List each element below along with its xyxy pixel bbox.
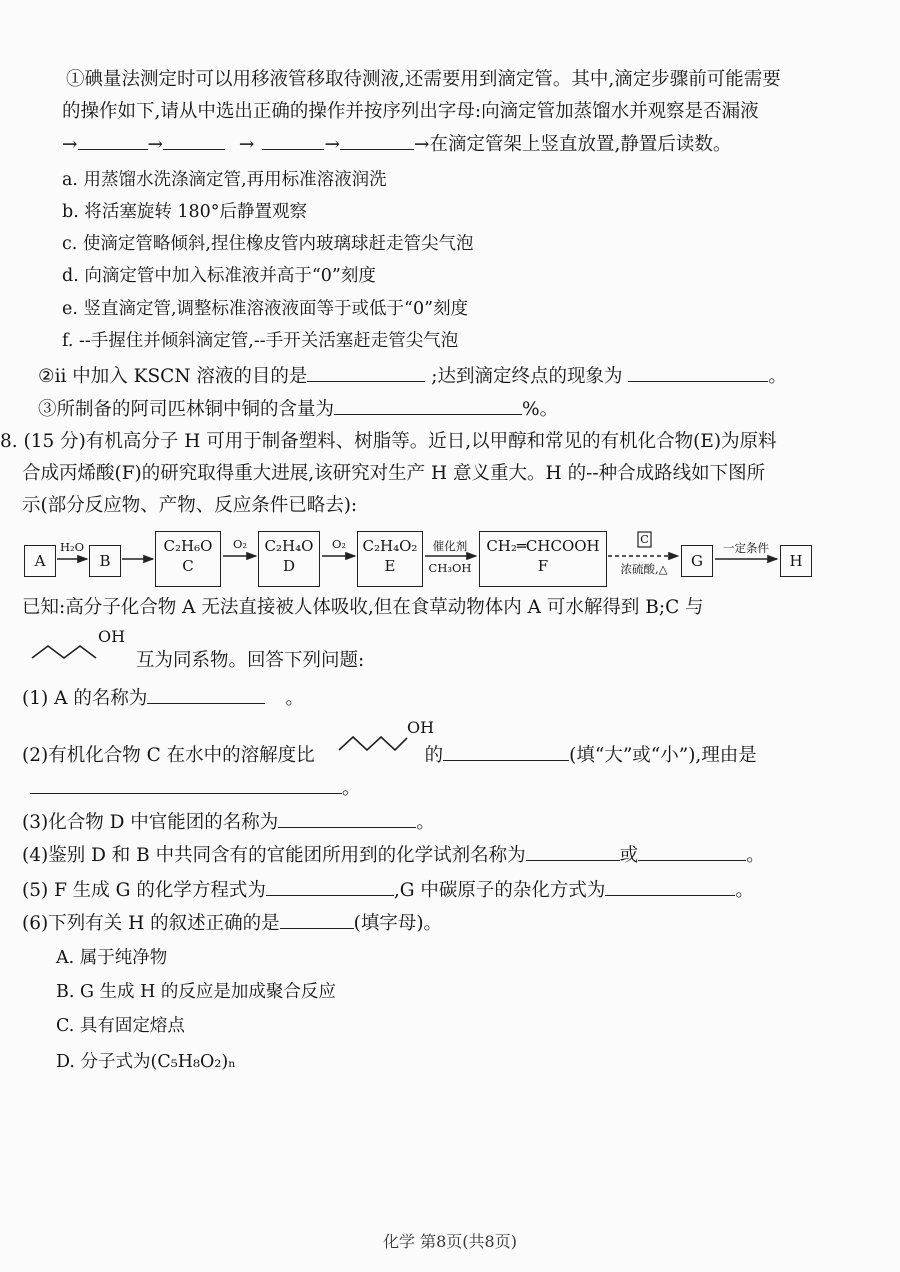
q2-end: 。 [768,366,787,387]
answer-blank-p2-reason[interactable] [30,775,342,794]
q1-line3-end: →在滴定管架上竖直放置,静置后读数。 [413,134,732,155]
arrow-glyph: → [324,134,340,155]
arrow4-bottom-label: CH₃OH [428,561,472,575]
arrow5-bottom-label: 浓硫酸,△ [620,562,668,576]
compound-e-label: E [384,557,396,575]
compound-d-label: D [282,557,296,575]
p6-line [22,910,442,937]
reaction-arrows [0,0,900,620]
p3-end: 。 [416,812,435,833]
p4-text: (4)鉴别 D 和 B 中共同含有的官能团所用到的化学试剂名称为 [22,845,526,866]
known-line-2: 互为同系物。回答下列问题: [136,650,365,671]
compound-f-formula: CH₂═CHCOOH [486,537,600,555]
arrow3-label: O₂ [331,537,347,551]
arrow1-label: H₂O [59,540,85,554]
answer-blank-p6[interactable] [280,910,354,929]
arrow2-label: O₂ [232,537,248,551]
compound-f-label: F [537,557,549,575]
page-footer: 化学 第8页(共8页) [383,1232,517,1251]
answer-blank-p5b[interactable] [605,877,735,896]
option-f: f. --手握住并倾斜滴定管,--手开关活塞赶走管尖气泡 [62,331,459,351]
p4-or: 或 [619,845,639,866]
p3-text: (3)化合物 D 中官能团的名称为 [22,812,279,833]
p1-end: 。 [285,688,304,709]
compound-e-formula: C₂H₄O₂ [362,537,418,555]
q2-text-a: ②ii 中加入 KSCN 溶液的目的是 [38,366,308,387]
p2-end: 。 [342,778,361,799]
p5-line [22,877,754,904]
answer-blank-p5a[interactable] [266,877,394,896]
p2-reason-line [30,775,361,802]
choice-a: A. 属于纯净物 [56,948,168,968]
choice-b: B. G 生成 H 的反应是加成聚合反应 [56,982,336,1002]
compound-h-box: H [780,545,812,577]
p5-text-a: (5) F 生成 G 的化学方程式为 [22,880,266,901]
answer-blank-p4a[interactable] [526,842,620,861]
q8-intro-3: 示(部分反应物、产物、反应条件已略去): [22,495,358,516]
oh-label-2: OH [407,718,435,737]
choice-c: C. 具有固定熔点 [56,1016,185,1036]
known-line-1: 已知:高分子化合物 A 无法直接被人体吸收,但在食草动物体内 A 可水解得到 B;C 与 [22,597,704,618]
arrow5-top-label: C [640,532,649,546]
option-d: d. 向滴定管中加入标准液并高于“0”刻度 [62,266,376,286]
p3-line [22,809,435,836]
q1-line2: 的操作如下,请从中选出正确的操作并按序列出字母:向滴定管加蒸馏水并观察是否漏液 [62,101,759,122]
p6-text: (6)下列有关 H 的叙述正确的是 [22,913,280,934]
q2-text-b: ;达到滴定终点的现象为 [431,366,623,387]
p4-end: 。 [746,845,765,866]
oh-label: OH [98,627,126,646]
p5-end: 。 [735,880,754,901]
p1-line [22,685,304,712]
arrow-glyph: → [147,134,164,155]
compound-g-box: G [681,545,713,577]
p4-line [22,842,765,869]
answer-blank-p3[interactable] [278,809,416,828]
compound-c-label: C [182,557,194,575]
option-a: a. 用蒸馏水洗涤滴定管,再用标准溶液润洗 [62,170,387,190]
option-c: c. 使滴定管略倾斜,捏住橡皮管内玻璃球赶走管尖气泡 [62,234,474,254]
q8-intro-2: 合成丙烯酸(F)的研究取得重大进展,该研究对生产 H 意义重大。H 的--种合成路线如下图所 [22,463,766,484]
q8-intro-1: 8. (15 分)有机高分子 H 可用于制备塑料、树脂等。近日,以甲醇和常见的有机化合物(E)为原料 [0,431,777,452]
p5-text-b: ,G 中碳原子的杂化方式为 [393,880,606,901]
answer-blank-p1[interactable] [147,685,265,704]
compound-a-box: A [24,545,56,577]
p2-text-a: (2)有机化合物 C 在水中的溶解度比 [22,745,315,766]
p2-text-c: (填“大”或“小”),理由是 [569,745,757,766]
compound-d-formula: C₂H₄O [264,537,314,555]
p2-line [22,742,757,769]
compound-b-box: B [89,545,121,577]
p2-text-b: 的 [424,745,444,766]
answer-blank-p2[interactable] [443,742,569,761]
p1-text: (1) A 的名称为 [22,688,148,709]
arrow-glyph: → [238,134,255,155]
answer-blank-p4b[interactable] [638,842,746,861]
option-e: e. 竖直滴定管,调整标准溶液液面等于或低于“0”刻度 [62,299,469,319]
choice-d: D. 分子式为(C₅H₈O₂)ₙ [56,1052,236,1072]
option-b: b. 将活塞旋转 180°后静置观察 [62,202,308,222]
p6-end: (填字母)。 [353,913,443,934]
arrow-glyph: → [62,134,78,155]
q1-line1: ①碘量法测定时可以用移液管移取待测液,还需要用到滴定管。其中,滴定步骤前可能需要 [66,69,781,90]
arrow6-label: 一定条件 [723,541,769,555]
q3-end: %。 [522,399,559,420]
q3-text: ③所制备的阿司匹林铜中铜的含量为 [38,399,335,420]
arrow4-top-label: 催化剂 [432,539,468,553]
compound-c-formula: C₂H₆O [163,537,213,555]
